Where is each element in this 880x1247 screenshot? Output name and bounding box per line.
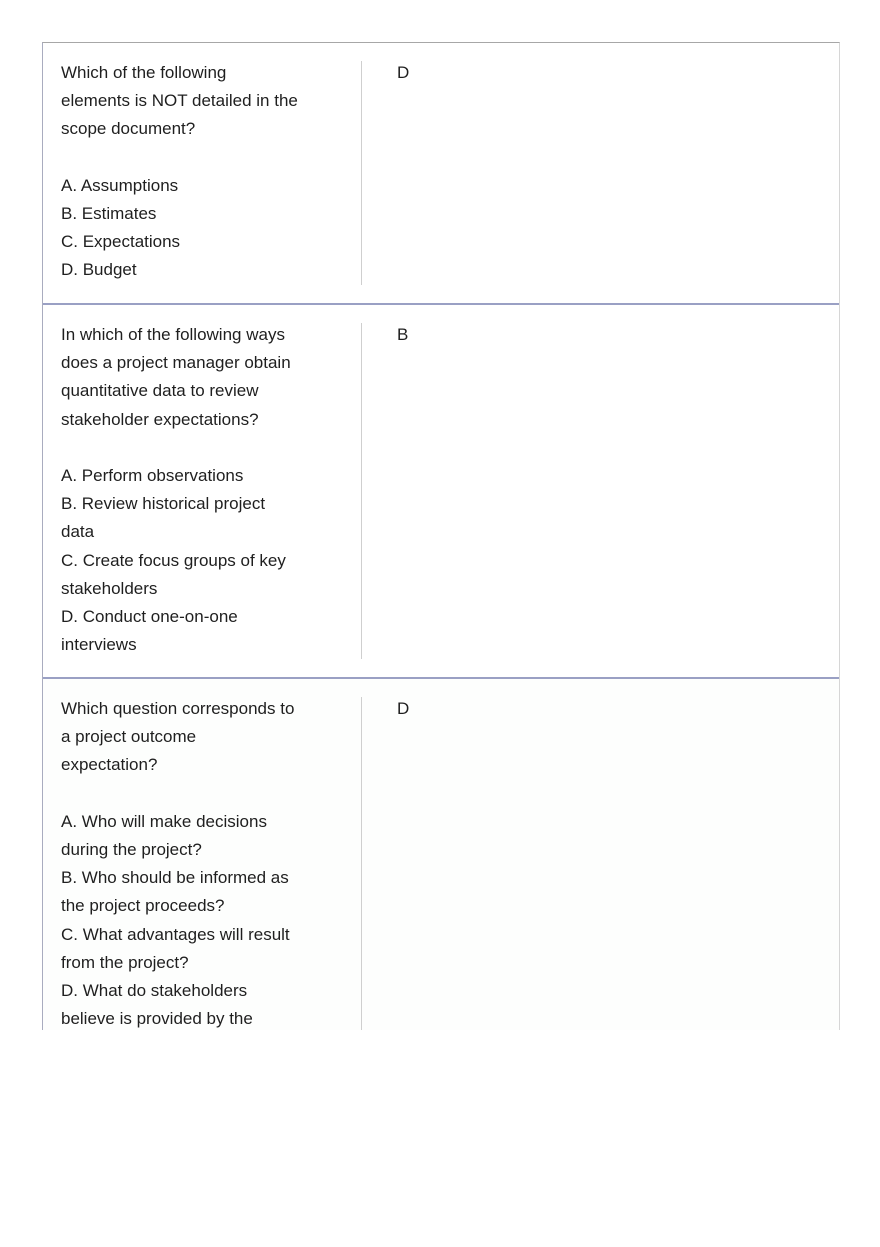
option-text-line: D. What do stakeholders — [61, 981, 248, 1001]
flashcard-row — [43, 43, 839, 305]
option-text-line: C. Create focus groups of key — [61, 550, 286, 570]
spacer — [61, 780, 362, 808]
option-text-line: C. What advantages will result — [61, 924, 290, 944]
answer-cell — [362, 43, 839, 303]
answer-letter: B — [397, 325, 409, 344]
question-cell — [43, 305, 362, 677]
option-text-line: data — [61, 522, 95, 542]
question-cell — [43, 43, 362, 303]
spacer — [61, 434, 362, 462]
option-text-line: stakeholders — [61, 578, 158, 598]
question-text-line: expectation? — [61, 755, 158, 775]
question-text-line: Which of the following — [61, 63, 227, 82]
question-text-line: a project outcome — [61, 727, 197, 747]
answer-cell — [362, 305, 839, 677]
question-text-line: Which question corresponds to — [61, 699, 295, 718]
flashcard-row — [43, 679, 839, 1030]
option-text-line: D. Conduct one-on-one — [61, 607, 238, 627]
question-text-line: In which of the following ways — [61, 325, 285, 344]
question-cell — [43, 679, 362, 1030]
question-text-line: scope document? — [61, 119, 196, 139]
option-text-line: B. Review historical project — [61, 494, 266, 514]
option-text-line: B. Who should be informed as — [61, 868, 289, 888]
option-text-line: A. Assumptions — [61, 175, 179, 195]
option-text-line: believe is provided by the — [61, 1009, 253, 1029]
question-text-line: does a project manager obtain — [61, 353, 291, 373]
option-text-line: interviews — [61, 635, 137, 655]
option-text-line: B. Estimates — [61, 204, 157, 223]
option-text-line: C. Expectations — [61, 232, 181, 252]
option-text-line: A. Perform observations — [61, 466, 244, 485]
option-text-line: from the project? — [61, 952, 189, 972]
flashcard-row — [43, 305, 839, 679]
option-text-line: during the project? — [61, 840, 202, 859]
question-text-line: quantitative data to review — [61, 381, 259, 401]
spacer — [61, 144, 362, 172]
option-text-line: A. Who will make decisions — [61, 811, 267, 831]
option-text-line: the project proceeds? — [61, 896, 225, 916]
option-text-line: D. Budget — [61, 260, 137, 280]
flashcard-table — [42, 42, 840, 1030]
answer-cell — [362, 679, 839, 1030]
answer-letter: D — [397, 63, 410, 82]
answer-letter: D — [397, 699, 410, 718]
question-text-line: elements is NOT detailed in the — [61, 91, 298, 111]
question-text-line: stakeholder expectations? — [61, 409, 259, 429]
